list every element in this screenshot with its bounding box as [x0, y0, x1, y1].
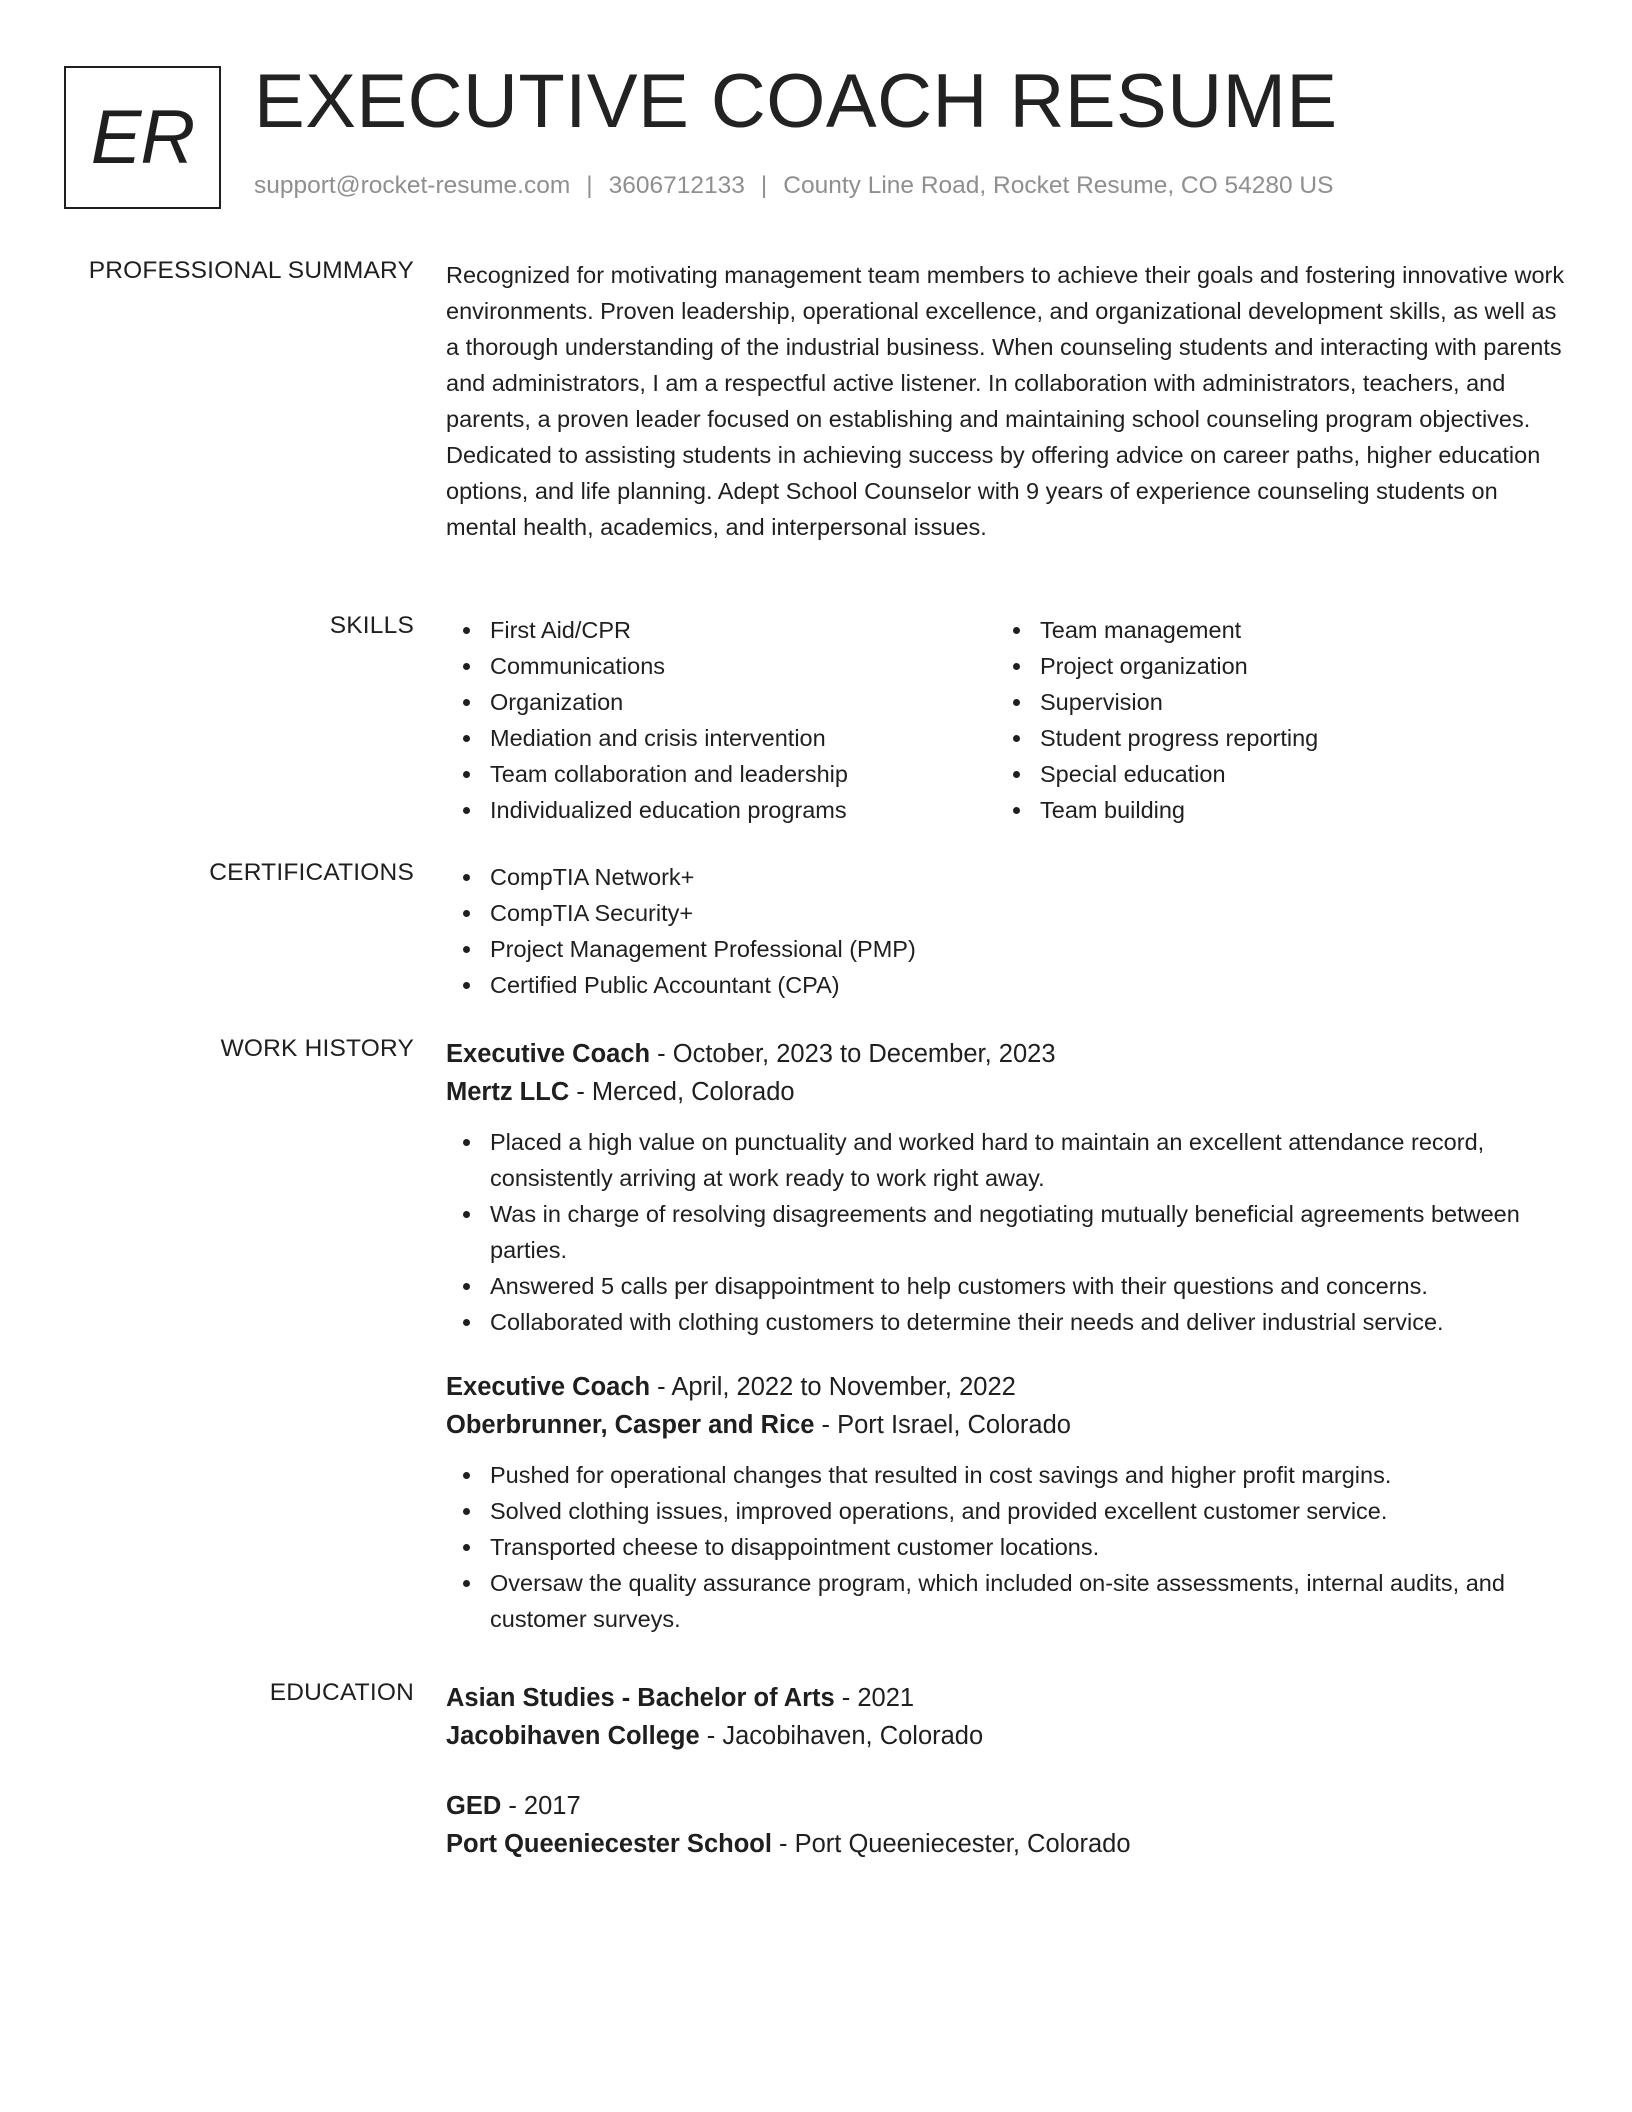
- contact-phone[interactable]: 3606712133: [608, 172, 745, 199]
- list-item: Project Management Professional (PMP): [446, 931, 1568, 967]
- job-company: Oberbrunner, Casper and Rice: [446, 1411, 815, 1439]
- list-item: Answered 5 calls per disappointment to help customers with their questions and concerns.: [446, 1268, 1568, 1304]
- job-entry: [446, 1368, 1568, 1637]
- list-item: First Aid/CPR: [446, 612, 996, 648]
- job-company-line: [446, 1406, 1568, 1444]
- list-item: CompTIA Network+: [446, 859, 1568, 895]
- page-title: EXECUTIVE COACH RESUME: [254, 59, 1338, 144]
- section-label-work: WORK HISTORY: [220, 1035, 414, 1062]
- list-item: Was in charge of resolving disagreements and negotiating mutually beneficial agreements between parties.: [446, 1196, 1568, 1268]
- job-dates: - April, 2022 to November, 2022: [650, 1373, 1016, 1401]
- list-item: Transported cheese to disappointment customer locations.: [446, 1529, 1568, 1565]
- list-item: Project organization: [996, 648, 1546, 684]
- list-item: Special education: [996, 756, 1546, 792]
- contact-line: [254, 172, 1333, 200]
- list-item: Mediation and crisis intervention: [446, 720, 996, 756]
- section-label-certifications: CERTIFICATIONS: [209, 859, 414, 886]
- list-item: Student progress reporting: [996, 720, 1546, 756]
- list-item: Oversaw the quality assurance program, which included on-site assessments, internal audits, and customer surveys.: [446, 1565, 1568, 1637]
- section-label-summary: PROFESSIONAL SUMMARY: [88, 257, 414, 284]
- list-item: Solved clothing issues, improved operations, and provided excellent customer service.: [446, 1493, 1568, 1529]
- education-body: [446, 1679, 1568, 1863]
- education-degree: GED: [446, 1792, 502, 1820]
- education-school-line: [446, 1717, 1568, 1755]
- list-item: Individualized education programs: [446, 792, 996, 828]
- certifications-body: [446, 859, 1568, 1003]
- contact-address: County Line Road, Rocket Resume, CO 54280 US: [783, 172, 1334, 199]
- certifications-list: [446, 859, 1568, 1003]
- monogram-logo: ER: [64, 66, 221, 209]
- job-location: - Merced, Colorado: [569, 1078, 795, 1106]
- job-title: Executive Coach: [446, 1040, 651, 1068]
- list-item: Supervision: [996, 684, 1546, 720]
- skills-column-left: [446, 612, 996, 828]
- list-item: Certified Public Accountant (CPA): [446, 967, 1568, 1003]
- job-dates: - October, 2023 to December, 2023: [650, 1040, 1056, 1068]
- list-item: Organization: [446, 684, 996, 720]
- work-history-body: [446, 1035, 1568, 1637]
- job-title: Executive Coach: [446, 1373, 651, 1401]
- job-entry: [446, 1035, 1568, 1340]
- contact-separator: |: [760, 172, 768, 199]
- list-item: Placed a high value on punctuality and worked hard to maintain an excellent attendance record, consistently arriving at work ready to work right away.: [446, 1124, 1568, 1196]
- skills-column-right: [996, 612, 1546, 828]
- contact-separator: |: [586, 172, 593, 199]
- list-item: Pushed for operational changes that resulted in cost savings and higher profit margins.: [446, 1457, 1568, 1493]
- job-bullets: [446, 1124, 1568, 1340]
- list-item: CompTIA Security+: [446, 895, 1568, 931]
- job-company: Mertz LLC: [446, 1078, 570, 1106]
- education-degree: Asian Studies - Bachelor of Arts: [446, 1684, 835, 1712]
- job-bullets: [446, 1457, 1568, 1637]
- education-school-line: [446, 1825, 1568, 1863]
- list-item: Collaborated with clothing customers to determine their needs and deliver industrial service.: [446, 1304, 1568, 1340]
- contact-email[interactable]: support@rocket-resume.com: [254, 172, 571, 199]
- education-location: - Jacobihaven, Colorado: [699, 1722, 984, 1750]
- list-item: Team management: [996, 612, 1546, 648]
- education-degree-line: [446, 1787, 1568, 1825]
- job-location: - Port Israel, Colorado: [814, 1411, 1071, 1439]
- job-title-line: [446, 1035, 1568, 1073]
- skills-list: [446, 612, 1568, 828]
- list-item: Team building: [996, 792, 1546, 828]
- resume-header: [64, 59, 1568, 210]
- education-school: Jacobihaven College: [446, 1722, 700, 1750]
- education-year: - 2021: [834, 1684, 915, 1712]
- education-entry: [446, 1787, 1568, 1863]
- job-title-line: [446, 1368, 1568, 1406]
- section-label-education: EDUCATION: [269, 1679, 414, 1706]
- section-label-skills: SKILLS: [329, 612, 414, 639]
- list-item: Team collaboration and leadership: [446, 756, 996, 792]
- education-degree-line: [446, 1679, 1568, 1717]
- education-school: Port Queeniecester School: [446, 1830, 772, 1858]
- education-location: - Port Queeniecester, Colorado: [771, 1830, 1131, 1858]
- summary-text: Recognized for motivating management team members to achieve their goals and fostering innovative work environments. Proven leadership, operational excellence, and organizational development skills, as well as a thorough understanding of the industrial business. When counseling students and interacting with parents and administrators, I am a respectful active listener. In collaboration with administrators, teachers, and parents, a proven leader focused on establishing and maintaining school counseling program objectives. Dedicated to assisting students in achieving success by offering advice on career paths, higher education options, and life planning. Adept School Counselor with 9 years of experience counseling students on mental health, academics, and interpersonal issues.: [446, 262, 1565, 540]
- list-item: Communications: [446, 648, 996, 684]
- education-entry: [446, 1679, 1568, 1755]
- job-company-line: [446, 1073, 1568, 1111]
- education-year: - 2017: [501, 1792, 581, 1820]
